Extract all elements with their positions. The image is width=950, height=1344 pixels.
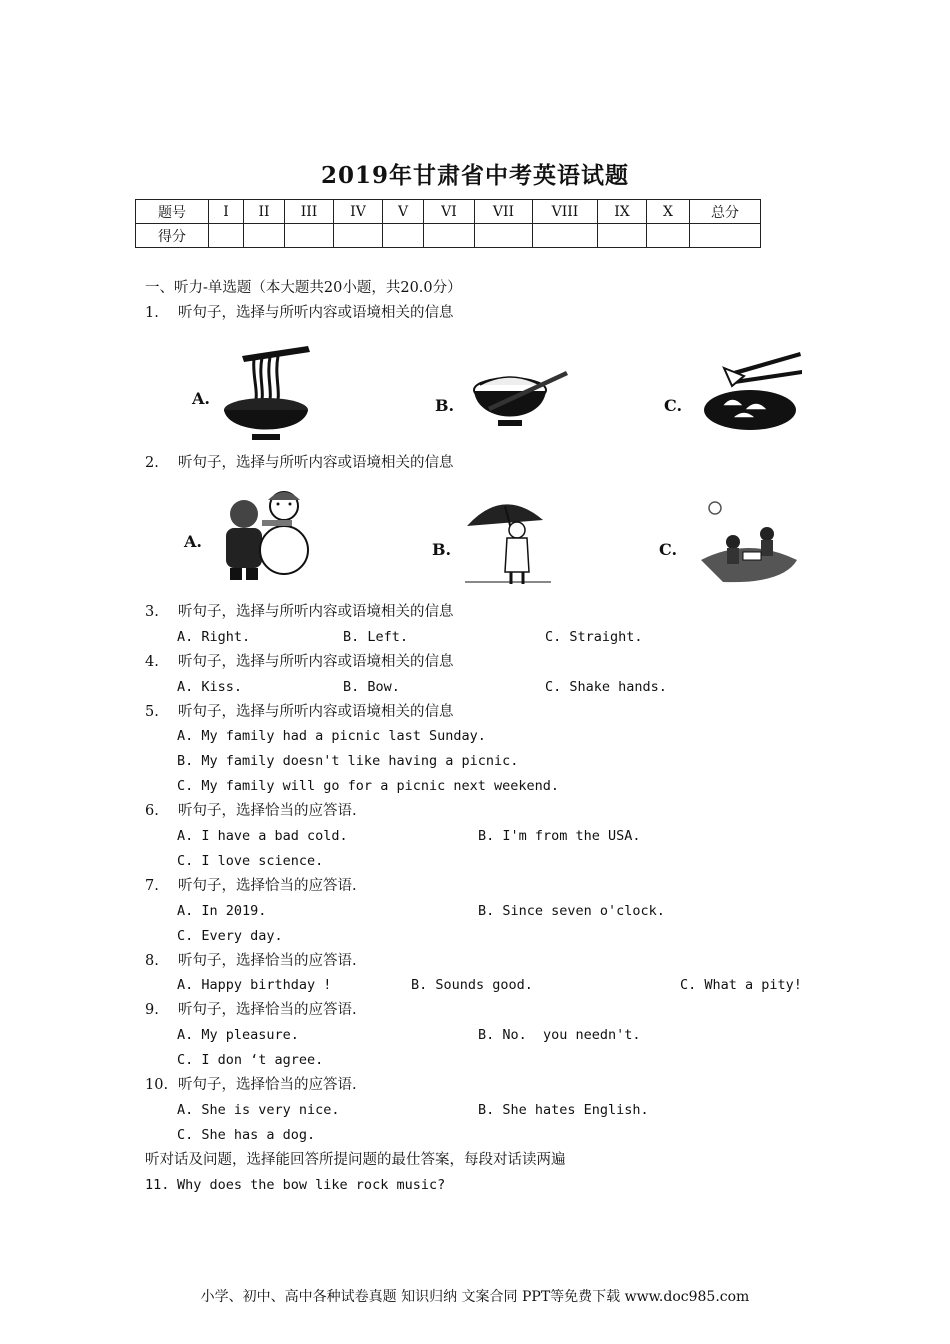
option-c: C. My family will go for a picnic next weekend. bbox=[177, 778, 560, 794]
question-number: 11. bbox=[145, 1177, 170, 1193]
question-number: 9. bbox=[145, 1002, 159, 1018]
question-prompt: 听句子，选择与所听内容或语境相关的信息 bbox=[178, 704, 454, 720]
score-cell: VI bbox=[424, 200, 475, 224]
option-c: C. I don ‘t agree. bbox=[177, 1052, 324, 1068]
umbrella-image bbox=[463, 492, 553, 588]
snowman-image bbox=[218, 484, 310, 584]
option-label: B. bbox=[435, 396, 455, 415]
option-a: A. I have a bad cold. bbox=[177, 828, 348, 844]
option-a: A. My family had a picnic last Sunday. bbox=[177, 728, 486, 744]
option-c: C. She has a dog. bbox=[177, 1127, 316, 1143]
score-cell bbox=[209, 224, 244, 248]
option-a: A. In 2019. bbox=[177, 903, 267, 919]
score-cell: II bbox=[244, 200, 285, 224]
question-number: 8. bbox=[145, 953, 159, 969]
option-a: A. Right. bbox=[177, 629, 251, 645]
option-b: B. Bow. bbox=[343, 679, 400, 695]
question-number: 10. bbox=[145, 1077, 169, 1093]
score-cell: 得分 bbox=[136, 224, 209, 248]
question-number: 4. bbox=[145, 654, 159, 670]
option-b: B. I'm from the USA. bbox=[478, 828, 641, 844]
question-number: 5. bbox=[145, 704, 159, 720]
score-cell: VII bbox=[475, 200, 533, 224]
score-cell bbox=[285, 224, 334, 248]
option-label: A. bbox=[184, 532, 202, 551]
question-prompt: 听句子，选择与所听内容或语境相关的信息 bbox=[178, 604, 454, 620]
question-number: 1. bbox=[145, 305, 159, 321]
question-prompt: 听句子，选择与所听内容或语境相关的信息 bbox=[178, 305, 454, 321]
option-c: C. Every day. bbox=[177, 928, 283, 944]
score-cell: IX bbox=[598, 200, 647, 224]
score-cell bbox=[383, 224, 424, 248]
section-heading: 一、听力-单选题（本大题共20小题，共20.0分） bbox=[145, 280, 462, 296]
page-title: 2019年甘肃省中考英语试题 bbox=[320, 162, 629, 189]
dumplings-image bbox=[700, 350, 804, 434]
option-label: C. bbox=[659, 540, 678, 559]
option-b: B. Sounds good. bbox=[411, 977, 533, 993]
score-cell bbox=[244, 224, 285, 248]
option-b: B. She hates English. bbox=[478, 1102, 649, 1118]
question-number: 3. bbox=[145, 604, 159, 620]
option-c: C. What a pity! bbox=[680, 977, 802, 993]
score-cell bbox=[424, 224, 475, 248]
rice-bowl-image bbox=[470, 365, 570, 445]
option-label: B. bbox=[432, 540, 452, 559]
question-number: 6. bbox=[145, 803, 159, 819]
score-table-header-row bbox=[136, 200, 761, 224]
option-label: C. bbox=[664, 396, 683, 415]
score-cell: IV bbox=[334, 200, 383, 224]
option-a: A. She is very nice. bbox=[177, 1102, 340, 1118]
option-a: A. Happy birthday ! bbox=[177, 977, 332, 993]
picnic-image bbox=[693, 496, 803, 588]
option-label: A. bbox=[192, 389, 210, 408]
score-cell: 题号 bbox=[136, 200, 209, 224]
question-prompt: 听句子，选择与所听内容或语境相关的信息 bbox=[178, 455, 454, 471]
noodle-bowl-image bbox=[222, 338, 314, 444]
score-cell: VIII bbox=[533, 200, 598, 224]
question-prompt: 听句子，选择恰当的应答语. bbox=[178, 803, 357, 819]
page-footer: 小学、初中、高中各种试卷真题 知识归纳 文案合同 PPT等免费下载 www.doc985.com bbox=[200, 1289, 750, 1305]
option-b: B. My family doesn't like having a picnic. bbox=[177, 753, 519, 769]
option-c: C. I love science. bbox=[177, 853, 324, 869]
score-cell: V bbox=[383, 200, 424, 224]
question-number: 2. bbox=[145, 455, 159, 471]
option-b: B. No. you needn't. bbox=[478, 1027, 641, 1043]
score-table-score-row bbox=[136, 224, 761, 248]
option-b: B. Left. bbox=[343, 629, 409, 645]
score-cell bbox=[533, 224, 598, 248]
option-b: B. Since seven o'clock. bbox=[478, 903, 665, 919]
question-prompt: 听句子，选择恰当的应答语. bbox=[178, 878, 357, 894]
option-a: A. My pleasure. bbox=[177, 1027, 299, 1043]
section-heading: 听对话及问题，选择能回答所提问题的最仕答案，每段对话读两遍 bbox=[145, 1152, 566, 1168]
option-c: C. Straight. bbox=[545, 629, 643, 645]
score-cell bbox=[334, 224, 383, 248]
question-prompt: 听句子，选择与所听内容或语境相关的信息 bbox=[178, 654, 454, 670]
question-number: 7. bbox=[145, 878, 159, 894]
score-cell bbox=[475, 224, 533, 248]
option-a: A. Kiss. bbox=[177, 679, 243, 695]
score-cell: I bbox=[209, 200, 244, 224]
score-cell bbox=[647, 224, 690, 248]
score-cell bbox=[690, 224, 761, 248]
option-c: C. Shake hands. bbox=[545, 679, 667, 695]
score-cell: X bbox=[647, 200, 690, 224]
score-cell bbox=[598, 224, 647, 248]
question-prompt: 听句子，选择恰当的应答语. bbox=[178, 1077, 357, 1093]
score-table bbox=[135, 199, 761, 248]
question-prompt: 听句子，选择恰当的应答语. bbox=[178, 953, 357, 969]
question-prompt: Why does the bow like rock music? bbox=[177, 1177, 446, 1193]
score-cell: III bbox=[285, 200, 334, 224]
score-cell: 总分 bbox=[690, 200, 761, 224]
question-prompt: 听句子，选择恰当的应答语. bbox=[178, 1002, 357, 1018]
